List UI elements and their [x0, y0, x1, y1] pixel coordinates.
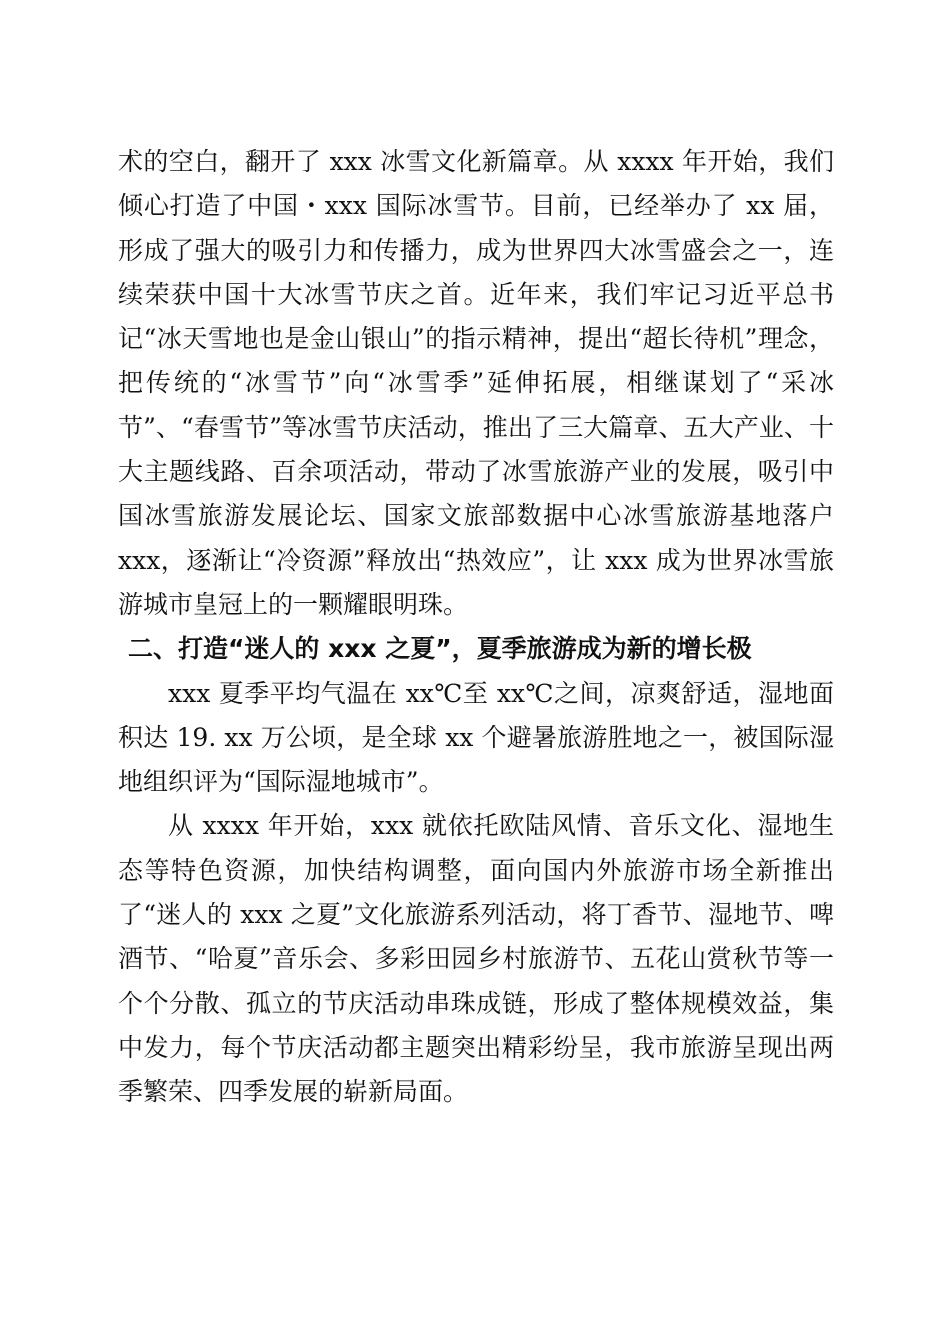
body-paragraph-summer-activities: 从 xxxx 年开始，xxx 就依托欧陆风情、音乐文化、湿地生态等特色资源，加快结构调整，面向国内外旅游市场全新推出了“迷人的 xxx 之夏”文化旅游系列活动，将丁香节、湿地节、啤酒节、“哈夏”音乐会、多彩田园乡村旅游节、五花山赏秋节等一个个分散、孤立的节庆活动串珠成链，形成了整体规模效益，集中发力，每个节庆活动都主题突出精彩纷呈，我市旅游呈现出两季繁荣、四季发展的崭新局面。 — [118, 811, 834, 1107]
body-paragraph-ice-festival: 术的空白，翻开了 xxx 冰雪文化新篇章。从 xxxx 年开始，我们倾心打造了中国・xxx 国际冰雪节。目前，已经举办了 xx 届，形成了强大的吸引力和传播力，成为世界四大冰雪盛会之一，连续荣获中国十大冰雪节庆之首。近年来，我们牢记习近平总书记“冰天雪地也是金山银山”的指示精神，提出“超长待机”理念，把传统的“冰雪节”向“冰雪季”延伸拓展，相继谋划了“采冰节”、“春雪节”等冰雪节庆活动，推出了三大篇章、五大产业、十大主题线路、百余项活动，带动了冰雪旅游产业的发展，吸引中国冰雪旅游发展论坛、国家文旅部数据中心冰雪旅游基地落户 xxx，逐渐让“冷资源”释放出“热效应”，让 xxx 成为世界冰雪旅游城市皇冠上的一颗耀眼明珠。 — [118, 147, 834, 619]
document-page — [118, 140, 834, 1115]
body-paragraph-summer-climate: xxx 夏季平均气温在 xx℃至 xx℃之间，凉爽舒适，湿地面积达 19. xx 万公顷，是全球 xx 个避暑旅游胜地之一，被国际湿地组织评为“国际湿地城市”。 — [118, 678, 834, 797]
section-heading-summer: 二、打造“迷人的 xxx 之夏”，夏季旅游成为新的增长极 — [128, 634, 752, 664]
